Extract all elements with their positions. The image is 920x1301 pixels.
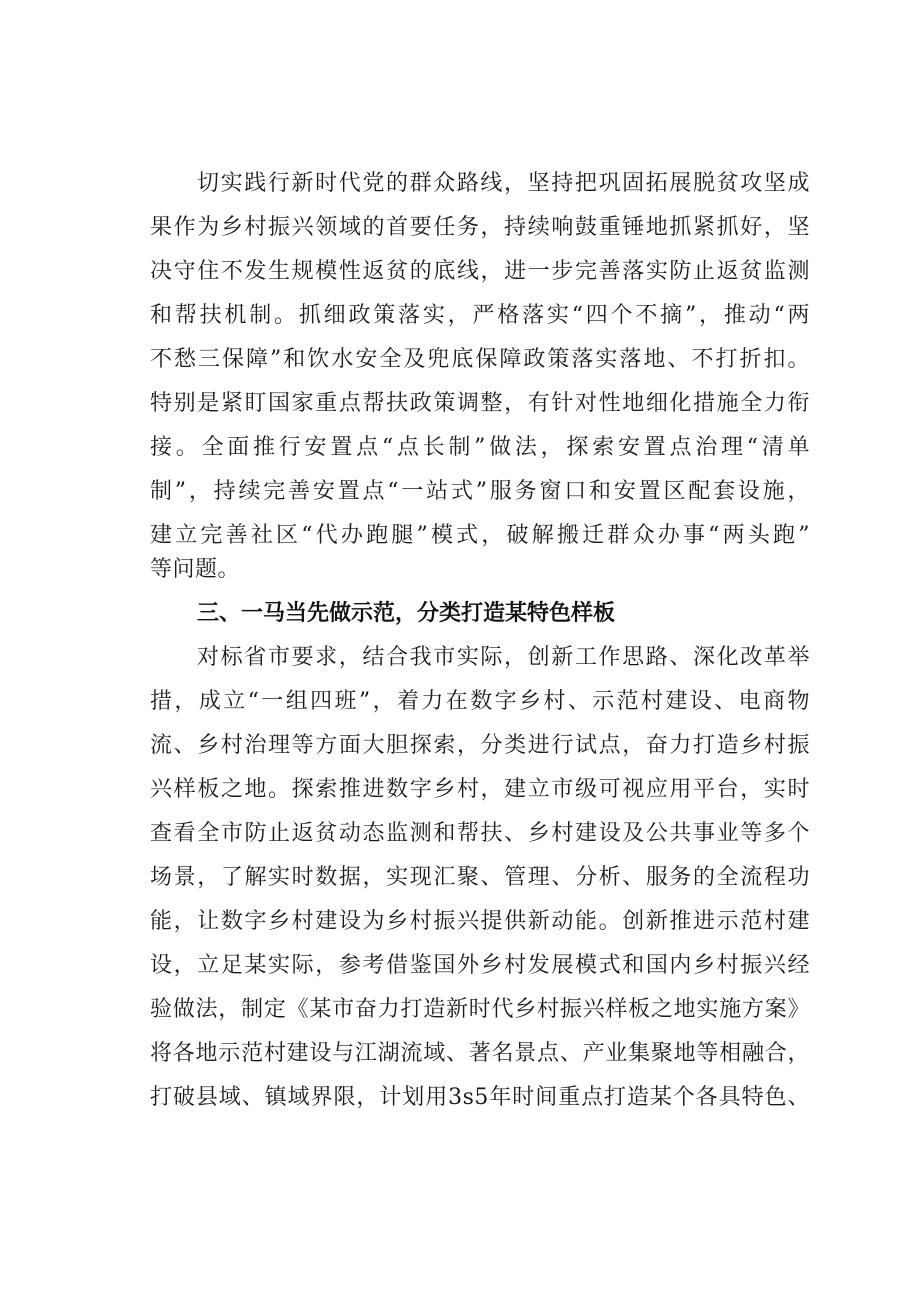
paragraph-2-line-7: 能，让数字乡村建设为乡村振兴提供新动能。创新推进示范村建	[150, 909, 810, 934]
paragraph-2-line-10: 将各地示范村建设与江湖流域、著名景点、产业集聚地等相融合，	[150, 1041, 810, 1066]
paragraph-1-line-9: 建立完善社区“代办跑腿”模式，破解搬迁群众办事“两头跑”	[150, 523, 810, 548]
paragraph-1-line-3: 决守住不发生规模性返贫的底线，进一步完善落实防止返贫监测	[150, 259, 810, 284]
paragraph-2-line-9: 验做法，制定《某市奋力打造新时代乡村振兴样板之地实施方案》	[150, 997, 810, 1022]
paragraph-1-line-5: 不愁三保障”和饮水安全及兜底保障政策落实落地、不打折扣。	[150, 347, 810, 372]
paragraph-1-line-7: 接。全面推行安置点“点长制”做法，探索安置点治理“清单	[150, 435, 810, 460]
section-heading: 三、一马当先做示范，分类打造某特色样板	[197, 601, 616, 626]
paragraph-1-line-4: 和帮扶机制。抓细政策落实，严格落实“四个不摘”，推动“两	[150, 303, 810, 328]
paragraph-1-line-6: 特别是紧盯国家重点帮扶政策调整，有针对性地细化措施全力衔	[150, 391, 810, 416]
paragraph-2-line-2: 措，成立“一组四班”，着力在数字乡村、示范村建设、电商物	[150, 689, 810, 714]
paragraph-2-line-6: 场景，了解实时数据，实现汇聚、管理、分析、服务的全流程功	[150, 865, 810, 890]
paragraph-2-line-11: 打破县域、镇域界限，计划用3s5年时间重点打造某个各具特色、	[150, 1085, 810, 1110]
paragraph-2-line-8: 设，立足某实际，参考借鉴国外乡村发展模式和国内乡村振兴经	[150, 953, 810, 978]
paragraph-2-line-4: 兴样板之地。探索推进数字乡村，建立市级可视应用平台，实时	[150, 777, 810, 802]
paragraph-1-line-2: 果作为乡村振兴领域的首要任务，持续响鼓重锤地抓紧抓好，坚	[150, 215, 810, 240]
paragraph-2-line-5: 查看全市防止返贫动态监测和帮扶、乡村建设及公共事业等多个	[150, 821, 810, 846]
paragraph-1-line-10: 等问题。	[150, 557, 241, 582]
paragraph-2-line-1: 对标省市要求，结合我市实际，创新工作思路、深化改革举	[197, 645, 810, 670]
paragraph-1-line-8: 制”，持续完善安置点“一站式”服务窗口和安置区配套设施，	[150, 479, 810, 504]
paragraph-2-line-3: 流、乡村治理等方面大胆探索，分类进行试点，奋力打造乡村振	[150, 733, 810, 758]
paragraph-1-line-1: 切实践行新时代党的群众路线，坚持把巩固拓展脱贫攻坚成	[197, 171, 810, 196]
